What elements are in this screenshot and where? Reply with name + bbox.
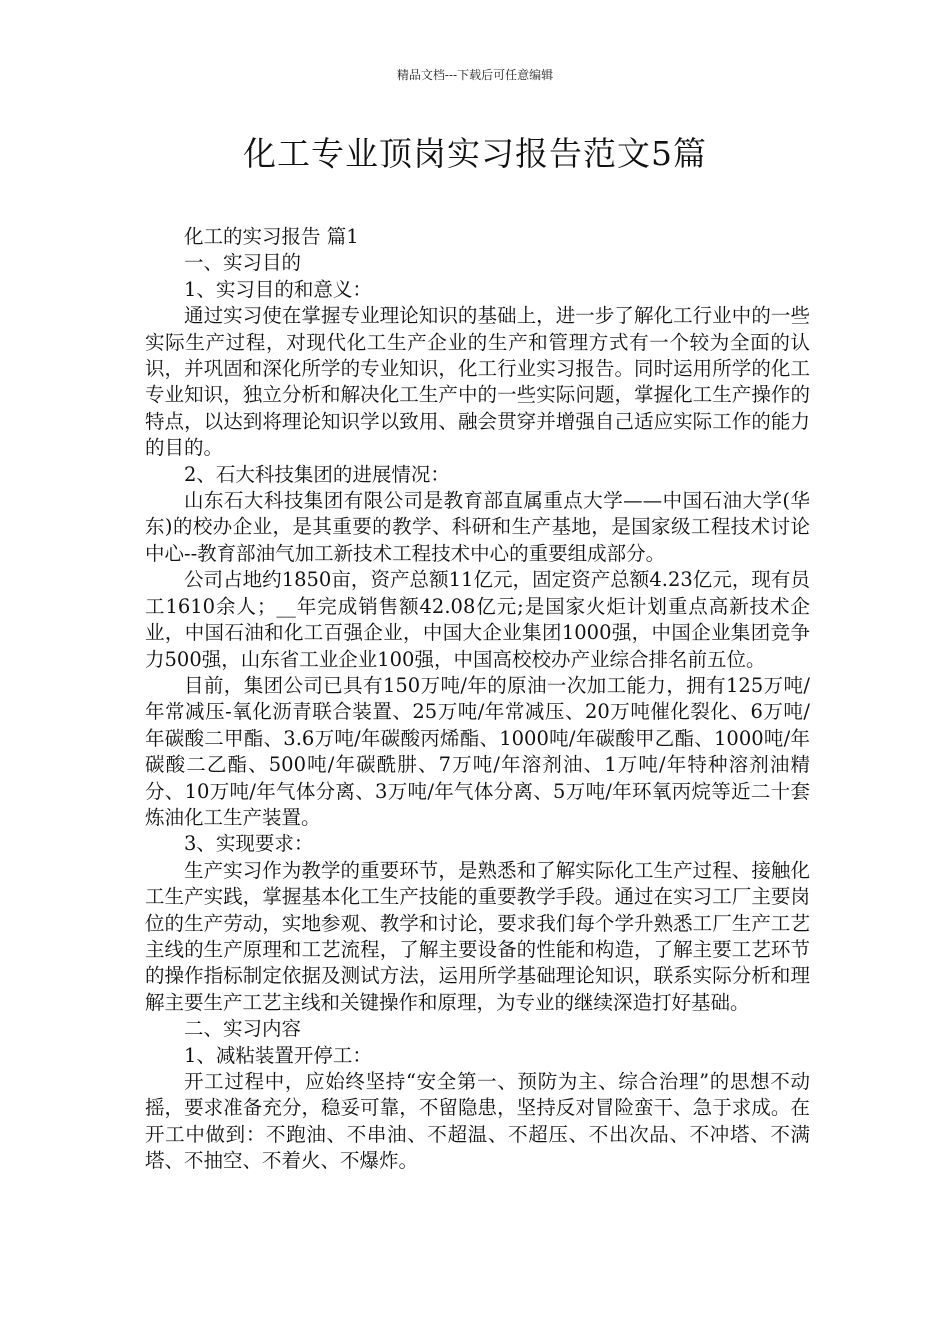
- document-title: 化工专业顶岗实习报告范文5篇: [243, 134, 707, 173]
- paragraph-startup: 开工过程中，应始终坚持“安全第一、预防为主、综合治理”的思想不动摇，要求准备充分，稳妥可靠，不留隐患，坚持反对冒险蛮干、急于求成。在开工中做到：不跑油、不串油、不超温、不超压、不出次品、不冲塔、不满塔、不抽空、不着火、不爆炸。: [145, 1070, 810, 1173]
- paragraph-company-intro: 山东石大科技集团有限公司是教育部直属重点大学——中国石油大学(华东)的校办企业，是其重要的教学、科研和生产基地，是国家级工程技术讨论中心--教育部油气加工新技术工程技术中心的重要组成部分。: [145, 489, 810, 565]
- paragraph-purpose: 通过实习使在掌握专业理论知识的基础上，进一步了解化工行业中的一些实际生产过程，对现代化工生产企业的生产和管理方式有一个较为全面的认识，并巩固和深化所学的专业知识，化工行业实习报告。同时运用所学的化工专业知识，独立分析和解决化工生产中的一些实际问题，掌握化工生产操作的特点，以达到将理论知识学以致用、融会贯穿并增强自己适应实际工作的能力的目的。: [145, 304, 810, 460]
- document-body: [145, 224, 810, 1175]
- subheading-purpose-meaning: 1、实习目的和意义：: [184, 277, 372, 301]
- page-header-note: 精品文档---下载后可任意编辑: [396, 68, 554, 82]
- subheading-company-progress: 2、石大科技集团的进展情况：: [184, 462, 450, 486]
- section-heading-content: 二、实习内容: [184, 1017, 302, 1041]
- paragraph-company-scale: 公司占地约1850亩，资产总额11亿元，固定资产总额4.23亿元，现有员工1610余人；__年完成销售额42.08亿元;是国家火炬计划重点高新技术企业，中国石油和化工百强企业，中国大企业集团1000强，中国企业集团竞争力500强，山东省工业企业100强，中国高校校办产业综合排名前五位。: [145, 568, 810, 671]
- section-heading-report-1: 化工的实习报告 篇1: [184, 225, 359, 248]
- section-heading-purpose: 一、实习目的: [184, 251, 302, 275]
- paragraph-company-capacity: 目前，集团公司已具有150万吨/年的原油一次加工能力，拥有125万吨/年常减压-氧化沥青联合装置、25万吨/年常减压、20万吨催化裂化、6万吨/年碳酸二甲酯、3.6万吨/年碳酸丙烯酯、1000吨/年碳酸甲乙酯、1000吨/年碳酸二乙酯、500吨/年碳酰肼、7万吨/年溶剂油、1万吨/年特种溶剂油精分、10万吨/年气体分离、3万吨/年气体分离、5万吨/年环氧丙烷等近二十套炼油化工生产装置。: [145, 673, 810, 829]
- paragraph-requirements: 生产实习作为教学的重要环节，是熟悉和了解实际化工生产过程、接触化工生产实践，掌握基本化工生产技能的重要教学手段。通过在实习工厂主要岗位的生产劳动，实地参观、教学和讨论，要求我们每个学升熟悉工厂生产工艺主线的生产原理和工艺流程，了解主要设备的性能和构造，了解主要工艺环节的操作指标制定依据及测试方法，运用所学基础理论知识，联系实际分析和理解主要生产工艺主线和关键操作和原理，为专业的继续深造打好基础。: [145, 858, 810, 1014]
- subheading-startup-shutdown: 1、减粘装置开停工：: [184, 1043, 372, 1067]
- subheading-requirements: 3、实现要求：: [184, 832, 314, 856]
